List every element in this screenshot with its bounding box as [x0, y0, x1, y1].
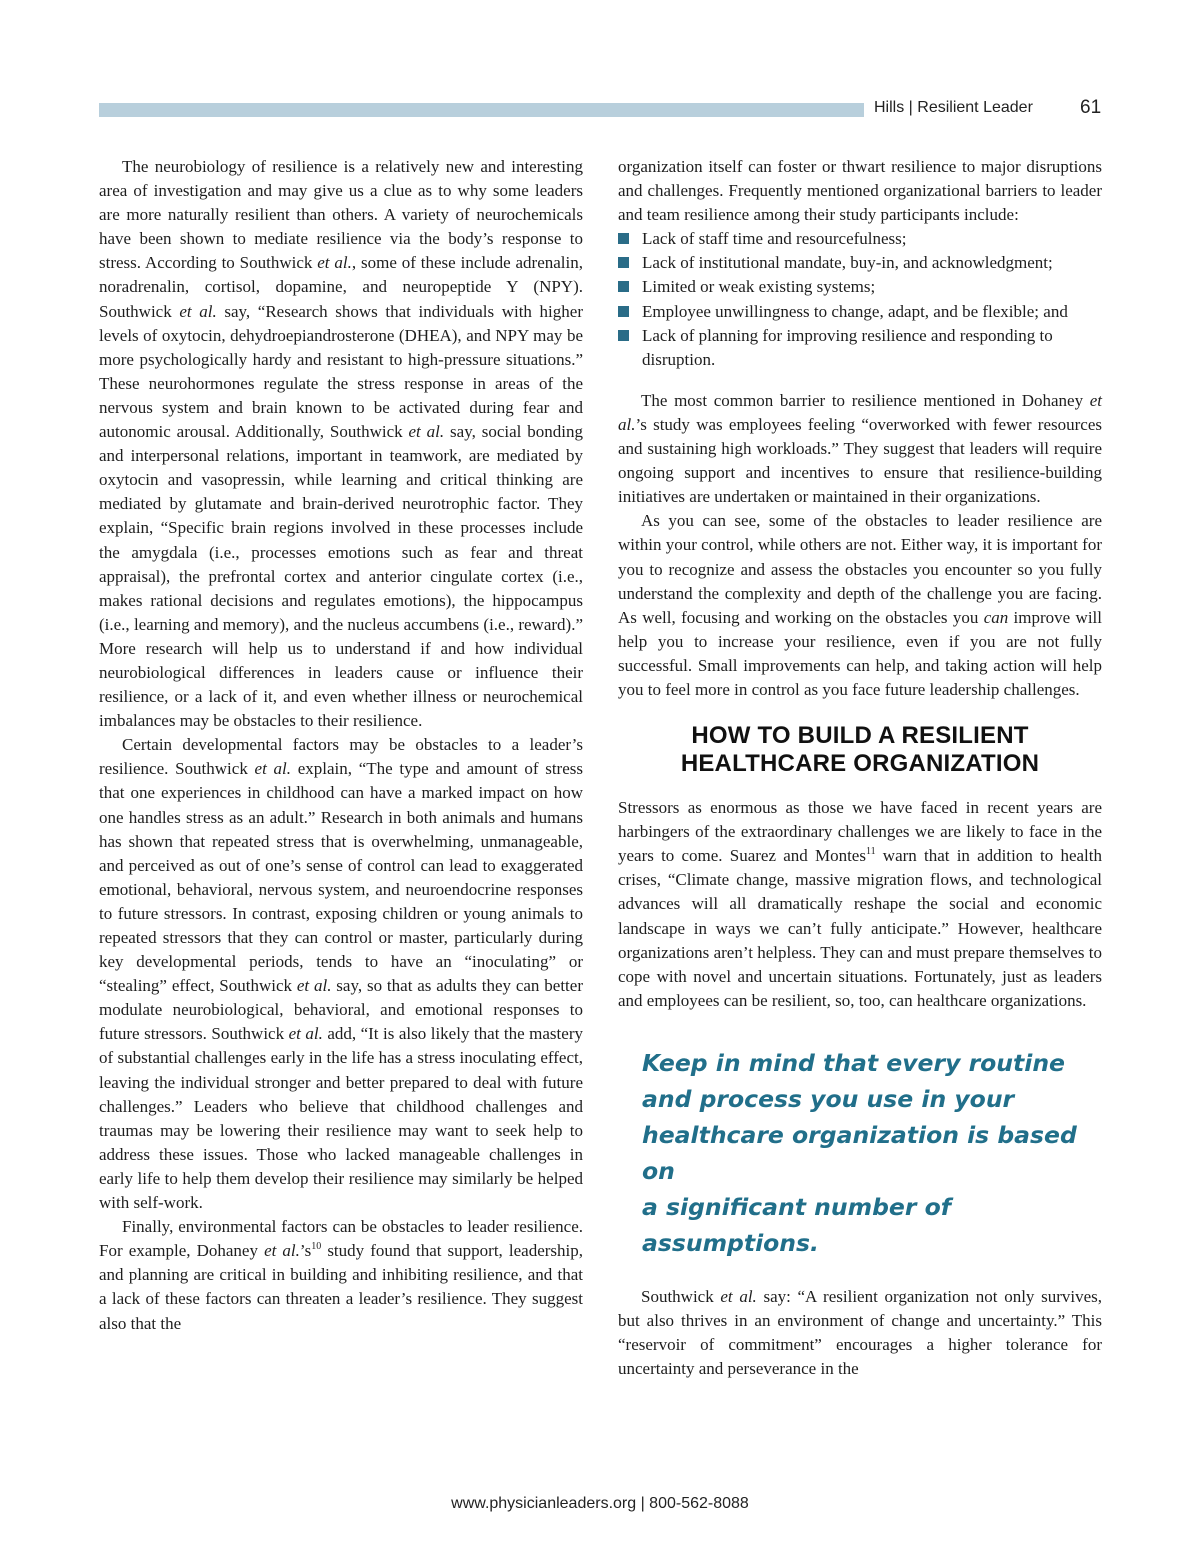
page-number: 61 — [1080, 97, 1102, 118]
citation-10: 10 — [311, 1241, 322, 1253]
pull-quote — [642, 1045, 1102, 1261]
paragraph-stressors: Stressors as enormous as those we have faced in recent years are harbingers of the extraordinary challenges we are likely to face in the years to come. Suarez and Montes$^{11}$ warn that in addition to health crises, “Climate change, massive migration flows, and technological advances will all dramatically reshape the social and economic landscape in ways we can’t fully anticipate.” However, healthcare organizations aren’t helpless. They can and must prepare themselves to cope with novel and uncertain situations. Fortunately, just as leaders and employees can be resilient, so, too, can healthcare organizations. — [618, 798, 1102, 1010]
running-title: Hills | Resilient Leader — [874, 99, 1033, 116]
pull-quote-line: healthcare organization is based on — [642, 1120, 1077, 1185]
paragraph-developmental: Certain developmental factors may be obstacles to a leader’s resilience. Southwick et al. explain, “The type and amount of stress that one experiences in childhood can have a marked impact on how one handles stress as an adult.” Research in both animals and humans has shown that repeated stress that is overwhelming, unmanageable, and perceived as out of one’s sense of control can lead to exaggerated emotional, behavioral, nervous system, and neuroendocrine responses to future stressors. In contrast, exposing children or young animals to repeated stressors that they can control or master, particularly during key developmental periods, tends to have an “inoculating” or “stealing” effect, Southwick et al. say, so that as adults they can better modulate neurobiological, behavioral, and emotional responses to future stressors. Southwick et al. add, “It is also likely that the mastery of substantial challenges early in the life has a stress inoculating effect, leaving the individual stronger and better prepared to deal with future challenges.” Leaders who believe that childhood challenges and traumas may be lowering their resilience may want to seek help to address these issues. Those who lacked manageable challenges in early life to help them develop their resilience may similarly be helped with self-work. — [99, 735, 583, 1213]
list-item: Lack of staff time and resourcefulness; — [618, 227, 1102, 251]
section-heading: HOW TO BUILD A RESILIENT HEALTHCARE ORGANIZATION — [680, 722, 1040, 778]
citation-11: 11 — [865, 846, 876, 858]
paragraph-resilient-organization: Southwick et al. say: “A resilient organization not only survives, but also thrives in an environment of change and uncertainty.” This “reservoir of commitment” encourages a higher tolerance for uncertainty and perseverance in the — [618, 1286, 1102, 1379]
left-column — [99, 155, 583, 1336]
paragraph-neurobiology: The neurobiology of resilience is a relatively new and interesting area of investigation and may give us a clue as to why some leaders are more naturally resilient than others. A variety of neurochemicals have been shown to mediate resilience via the body’s response to stress. According to Southwick et al., some of these include adrenalin, noradrenalin, cortisol, dopamine, and neuropeptide Y (NPY). Southwick et al. say, “Research shows that individuals with higher levels of oxytocin, dehydroepiandrosterone (DHEA), and NPY may be more psychologically hardy and resistant to high-pressure situations.” These neurohormones regulate the stress response in areas of the nervous system and brain known to be activated during fear and autonomic arousal. Additionally, Southwick et al. say, social bonding and interpersonal relations, important in teamwork, are mediated by oxytocin and vasopressin, while learning and critical thinking are mediated by glutamate and brain-derived neurotrophic factor. They explain, “Specific brain regions involved in these processes include the amygdala (i.e., processes emotions such as fear and threat appraisal), the prefrontal cortex and anterior cingulate cortex (i.e., makes rational decisions and regulates emotions), the hippocampus (i.e., learning and memory), and the nucleus accumbens (i.e., reward).” More research will help us to understand if and how individual neurobiological differences in leaders cause or influence their resilience, or a lack of it, and even whether illness or neurochemical imbalances may be obstacles to their resilience. — [99, 157, 583, 731]
pull-quote-line: a significant number of assumptions. — [642, 1192, 951, 1257]
paragraph-obstacles: As you can see, some of the obstacles to leader resilience are within your control, while others are not. Either way, it is important for you to recognize and assess the obstacles you encounter so you fully understand the complexity and depth of the challenge you are facing. As well, focusing and working on the obstacles you can improve will help you to increase your resilience, even if you are not fully successful. Small improvements can help, and taking action will help you to feel more in control as you face future leadership challenges. — [618, 511, 1102, 699]
barrier-list — [618, 227, 1102, 372]
list-item: Lack of institutional mandate, buy-in, and acknowledgment; — [618, 251, 1102, 275]
pull-quote-line: and process you use in your — [642, 1084, 1015, 1113]
right-column — [618, 155, 1102, 1381]
list-item: Lack of planning for improving resilience and responding to disruption. — [618, 324, 1102, 372]
list-item: Limited or weak existing systems; — [618, 275, 1102, 299]
footer-contact: www.physicianleaders.org | 800-562-8088 — [451, 1495, 749, 1512]
paragraph-environmental: Finally, environmental factors can be obstacles to leader resilience. For example, Dohaney et $al.’s^{10}$ study found that support, leadership, and planning are critical in building and inhibiting resilience, and that a lack of these factors can threaten a leader’s resilience. They suggest also that the — [99, 1217, 583, 1333]
paragraph-organization: organization itself can foster or thwart resilience to major disruptions and challenges. Frequently mentioned organizational barriers to leader and team resilience among their study participants include: — [618, 157, 1102, 225]
header-rule — [99, 103, 864, 117]
list-item: Employee unwillingness to change, adapt, and be flexible; and — [618, 300, 1102, 324]
paragraph-common-barrier: The most common barrier to resilience mentioned in Dohaney et al.’s study was employees feeling “overworked with fewer resources and sustaining high workloads.” They suggest that leaders will require ongoing support and incentives to ensure that resilience-building initiatives are undertaken or maintained in their organizations. — [618, 390, 1102, 507]
pull-quote-line: Keep in mind that every routine — [642, 1048, 1065, 1077]
